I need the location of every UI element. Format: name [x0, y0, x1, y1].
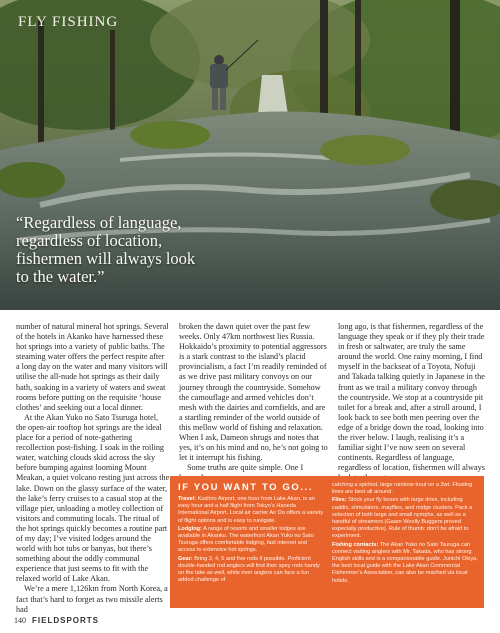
info-box-heading: IF YOU WANT TO GO... — [178, 482, 314, 493]
info-item-travel — [178, 496, 324, 525]
paragraph: broken the dawn quiet over the past few weeks. Only 47km northwest lies Russia. Hokkaido’s proximity to potential aggressors is a stark contrast to the island’s placid provincialism, a fact I’m readily reminded of as we drive past military convoys on our journey through the countryside. Somehow the camouflage and armed vehicles don’t mesh with the dairies and cornfields, and are a startling reminder of the world outside of this mellow world of fishing and relaxation. When I ask, Dameon shrugs and notes that yes, it’s on his mind and no, he’s not going to let it interrupt his fishing. — [179, 322, 328, 463]
section-title: FLY FISHING — [18, 14, 119, 30]
info-label: Gear: — [178, 555, 193, 562]
paragraph: Some truths are quite simple. One I — [187, 463, 304, 473]
info-text: catching a spirited, large rainbow trout on a 3wt. Floating lines are best all around. — [332, 482, 473, 496]
info-label: Travel: — [178, 496, 197, 502]
info-text: Bring 3, 4, 5 and five rods if possible. Proficient double-handed rod anglers will find their spey rods handy on the lake as well, while river anglers can face a fun added challenge of — [178, 555, 320, 584]
article-column-1 — [16, 322, 170, 615]
info-item-flies — [332, 497, 478, 540]
article-column-2 — [179, 322, 329, 484]
info-item-gear — [178, 556, 324, 585]
page-number: 140 — [14, 616, 26, 625]
paragraph: number of natural mineral hot springs. Several of the hotels in Akanko have harnessed these hot springs into a variety of public baths. The steaming water offers the perfect respite after a long day on the water and many visitors will utilise the all-nude hot springs as their daily bath, soaking in a variety of waters and sweat rooms before putting on the requisite ‘house clothes’ and seeking out a local dinner. — [16, 322, 169, 412]
pull-quote: “Regardless of language, regardless of location, fishermen will always look to the water.” — [16, 213, 196, 286]
info-item-contacts — [332, 542, 478, 585]
info-text: A range of resorts and smaller lodges are available in Akanko. The waterfront Akan Yuko no Sato Tsuruga offers comfortable lodging, fast internet and access to extensive hot springs. — [178, 525, 314, 554]
info-text: The Akan Yuko no Sato Tsuruga can connect visiting anglers with Mr. Takada, who has strong English skills and is a companionable guide. Junichi Okiya, the best local guide with the Lake Akan Commercial Fishermen’s Association, can also be reached via local hotels. — [332, 541, 478, 584]
info-box-left-column — [178, 496, 324, 585]
info-box-right-column — [332, 482, 478, 586]
info-text: Kushiro Airport, one hour from Lake Akan, is an easy hour and a half flight from Tokyo’s Haneda International Airport. Local air carrier Air Do offers a variety of flight options and is easy to navigate. — [178, 496, 324, 524]
paragraph: We’re a mere 1,126km from North Korea, a fact that’s hard to forget as two missile alerts had — [16, 584, 168, 614]
info-label: Lodging: — [178, 525, 202, 532]
hero-photo — [0, 0, 500, 310]
info-text: Stock your fly boxes with large dries, including caddis, stimulators, mayflies, and midge clusters. Pack a selection of both large and small nymphs, as well as a handful of streamers (Gaam Woolly Buggers proved especially productive). Rule of thumb: don’t be afraid to experiment. — [332, 497, 473, 540]
paragraph: long ago, is that fishermen, regardless of the language they speak or if they ply their trade in fresh or saltwater, are truly the same around the world. One rainy morning, I find myself in the backseat of a Toyota, Nofuji and Takada talking quietly in Japanese in the front as we trail a military convoy through the countryside. We stop at a countryside pit toilet for a break and, after a stroll around, I look back to see both men peering over the edge of a bridge down the road, looking into the river below. I laugh, realising it’s a familiar sight I’ve now seen on several continents. Regardless of language, regardless of location, fishermen will always — [338, 322, 485, 473]
page-footer — [14, 616, 99, 625]
info-label: Flies: — [332, 497, 347, 504]
article-column-3 — [338, 322, 488, 484]
info-label: Fishing contacts: — [332, 541, 379, 548]
magazine-name: FIELDSPORTS — [32, 616, 100, 625]
paragraph: At the Akan Yuko no Sato Tsuruga hotel, the open-air rooftop hot springs are the ideal place for a period of note-gathering recollection post-fishing. I soak in the roiling water, watching clouds skid across the sky before bumping against looming Mount Meakan, a quiet volcano resting just across the lake. Down on the glassy surface of the water, the lake’s ferry cruises to a casual stop at the village pier, unloading a motley collection of visitors and commuting locals. The ritual of the hot springs quickly becomes a routine part of my day; I’ve visited lodges around the world with hot tubs or banyas, but there’s something about the oddly communal experience that just seems to fit with the relaxed world of Lake Akan. — [16, 412, 170, 584]
info-item-lodging — [178, 526, 324, 555]
travel-info-box — [170, 476, 484, 608]
info-item-lines — [332, 482, 478, 496]
